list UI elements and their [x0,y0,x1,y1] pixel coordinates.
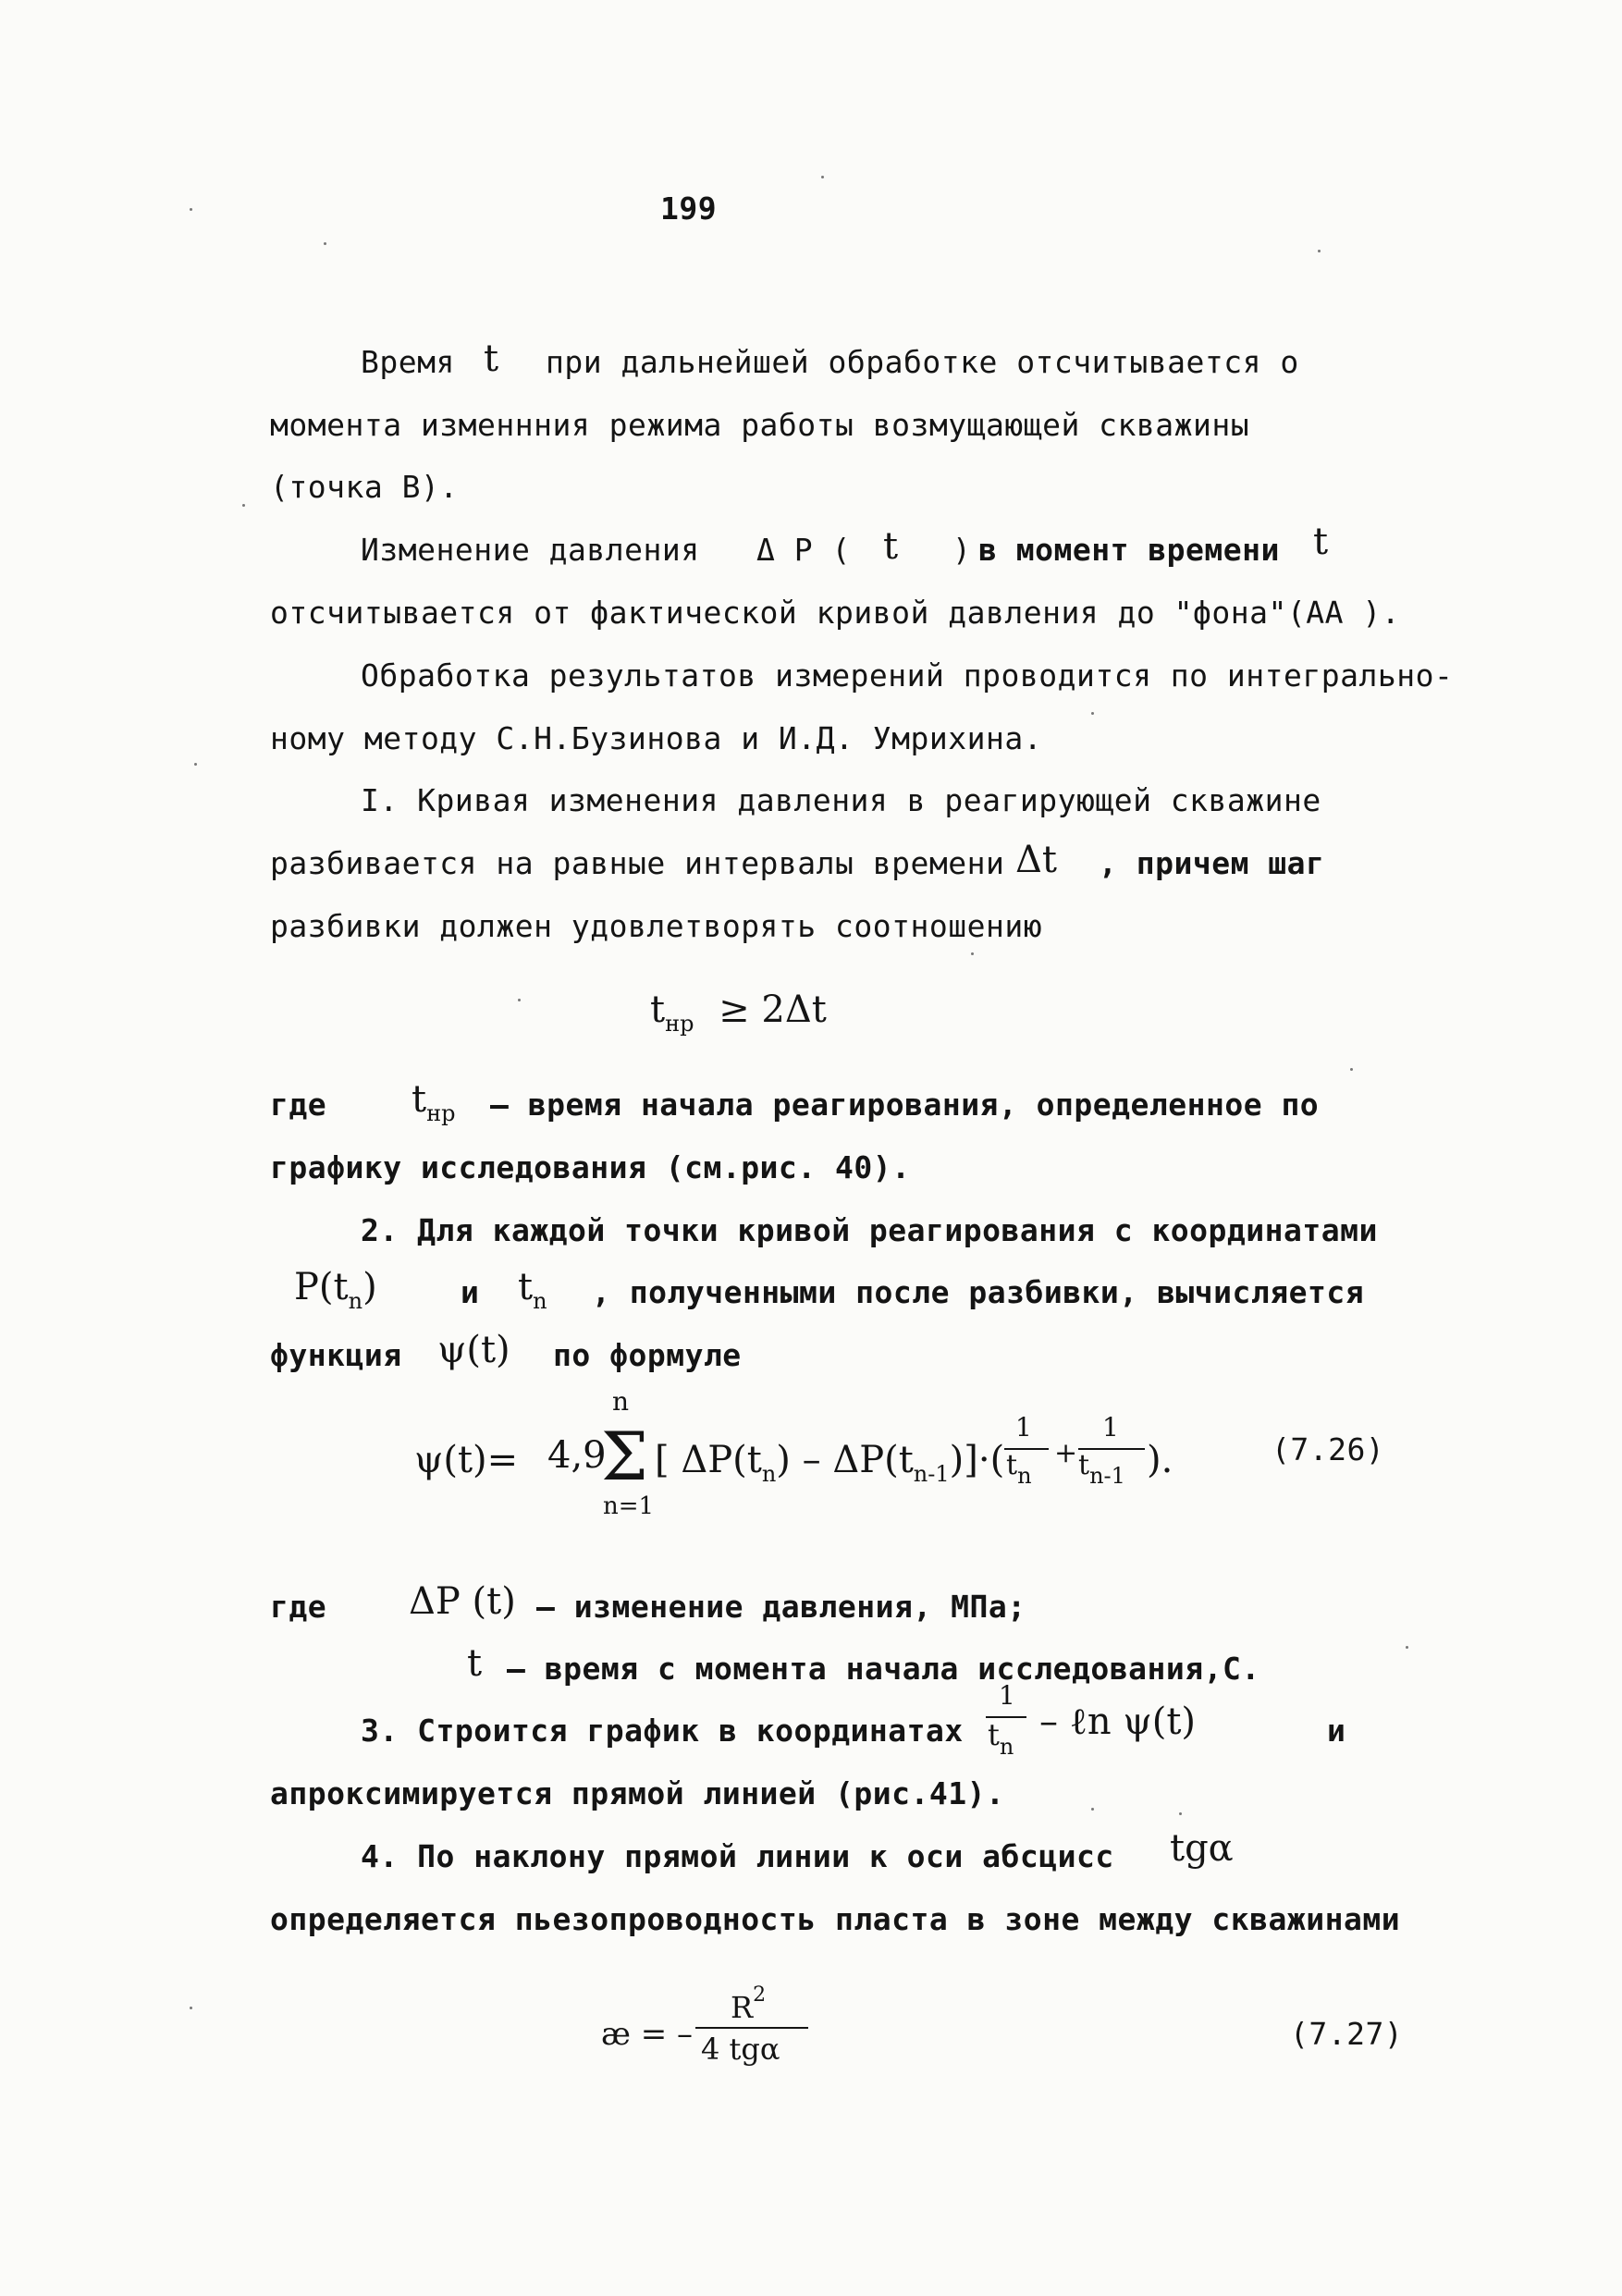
text-line-16a: функция [270,1337,402,1373]
delta-t: Δt [1015,839,1057,881]
var-t: t [1313,521,1329,563]
text-line-4a: Изменение давления [361,532,700,568]
formula-criterion: $t_{нр} \ge 2\Delta t$ [650,988,827,1037]
text-line-5: отсчитывается от фактической кривой давления до "фона"(АА ). [270,595,1401,631]
text-line-23: определяется пьезопроводность пласта в зоне между скважинами [270,1901,1401,1937]
text-line-6: Обработка результатов измерений проводится по интегрально- [361,657,1454,694]
text-and: и [1327,1713,1346,1749]
t-n: $t_n$ [518,1266,547,1314]
text-line-18b: – изменение давления, МПа; [536,1589,1026,1625]
var-t: t [883,525,899,568]
text-line-20a: 3. Строится график в координатах [361,1713,964,1749]
text-line-10: разбивки должен удовлетворять соотношению [270,908,1043,944]
text-line-2: момента изменнния режима работы возмущающей скважины [270,407,1250,443]
equation-number-7-26: (7.26) [1272,1431,1385,1467]
frac-den: $t_n$ [988,1717,1014,1760]
text-line-8: I. Кривая изменения давления в реагирующей скважине [361,782,1321,818]
text-line-15b: , полученными после разбивки, вычисляется [592,1274,1365,1310]
text-line-1a: Время [361,344,455,380]
text-line-13: графику исследования (см.рис. 40). [270,1149,911,1185]
text-line-19b: – время с момента начала исследования,С. [507,1651,1260,1687]
text-line-22a: 4. По наклону прямой линии к оси абсцисс [361,1838,1114,1874]
text-line-1b: при дальнейшей обработке отсчитывается о [546,344,1299,380]
text-line-4b: в момент времени [978,532,1280,568]
text-line-9b: , причем шаг [1099,845,1325,881]
text-line-7: ному методу С.Н.Бузинова и И.Д. Умрихина. [270,720,1043,756]
document-page: 199 Время t при дальнейшей обработке отсчитывается о момента изменнния режима работы возмущающей скважины (точка В). Изменение давления Δ P ( t ) в момент времени t отсчитывается от фактической кривой давления до "фона"(АА ). Обработка результатов измерений проводится по интегрально- ному методу С.Н.Бузинова и И.Д. Умрихина. I. Кривая изменения давления в реагирующей скважине разбивается на равные интервалы времени Δt , причем шаг разбивки должен удовлетворять соотношению $t_{нр} \ge 2\Delta t$ где $t_{нр}$ – время начала реагирования, определенное по графику исследования (см.рис. 40). 2. Для каждой точки кривой реагирования с координатами $P(t_n)$ и $t_n$ , полученными после разбивки, вычисляется функция ψ(t) по формуле ψ(t)= 4,9 Σ n n=1 [ $\Delta P(t_n) - \Delta P(t_{n-1})]\cdot$( 1 $t_n$ + 1 $t_{n-1}$ ). (7.26) где ΔP (t) – изменение давления, МПа; t – время с момента начала исследования,С. 3. Строится график в координатах 1 $t_n$ – ℓn ψ(t) и апроксимируется прямой линией (рис.41). 4. По наклону прямой линии к оси абсцисс tgα определяется пьезопроводность пласта в зоне между скважинами æ = – $R^2$ 4 tgα (7.27) [0,0,1622,2296]
text-line-9a: разбивается на равные интервалы времени [270,845,1005,881]
equation-number-7-27: (7.27) [1290,2016,1404,2052]
text-line-14: 2. Для каждой точки кривой реагирования с координатами [361,1212,1378,1248]
psi-t: ψ(t) [437,1329,510,1371]
text-line-12b: – время начала реагирования, определенное по [490,1087,1320,1123]
text-line-21: апроксимируется прямой линией (рис.41). [270,1775,1005,1811]
frac-num: 1 [999,1680,1015,1711]
p-tn: $P(t_n)$ [294,1266,377,1314]
delta-p-close: ) [952,532,972,568]
text-line-12a: где [270,1087,327,1123]
tg-alpha: tgα [1170,1827,1234,1870]
page-number: 199 [660,190,718,227]
text-line-3: (точка В). [270,469,459,505]
var-t: t [484,338,499,380]
var-t: t [467,1642,483,1685]
ln-psi: – ℓn ψ(t) [1039,1701,1197,1743]
delta-p-t: ΔP (t) [409,1580,516,1623]
t-nr: $t_{нр}$ [412,1078,456,1126]
text-line-18a: где [270,1589,327,1625]
delta-p-open: Δ P ( [756,532,851,568]
text-and: и [461,1274,480,1310]
text-line-16b: по формуле [553,1337,742,1373]
